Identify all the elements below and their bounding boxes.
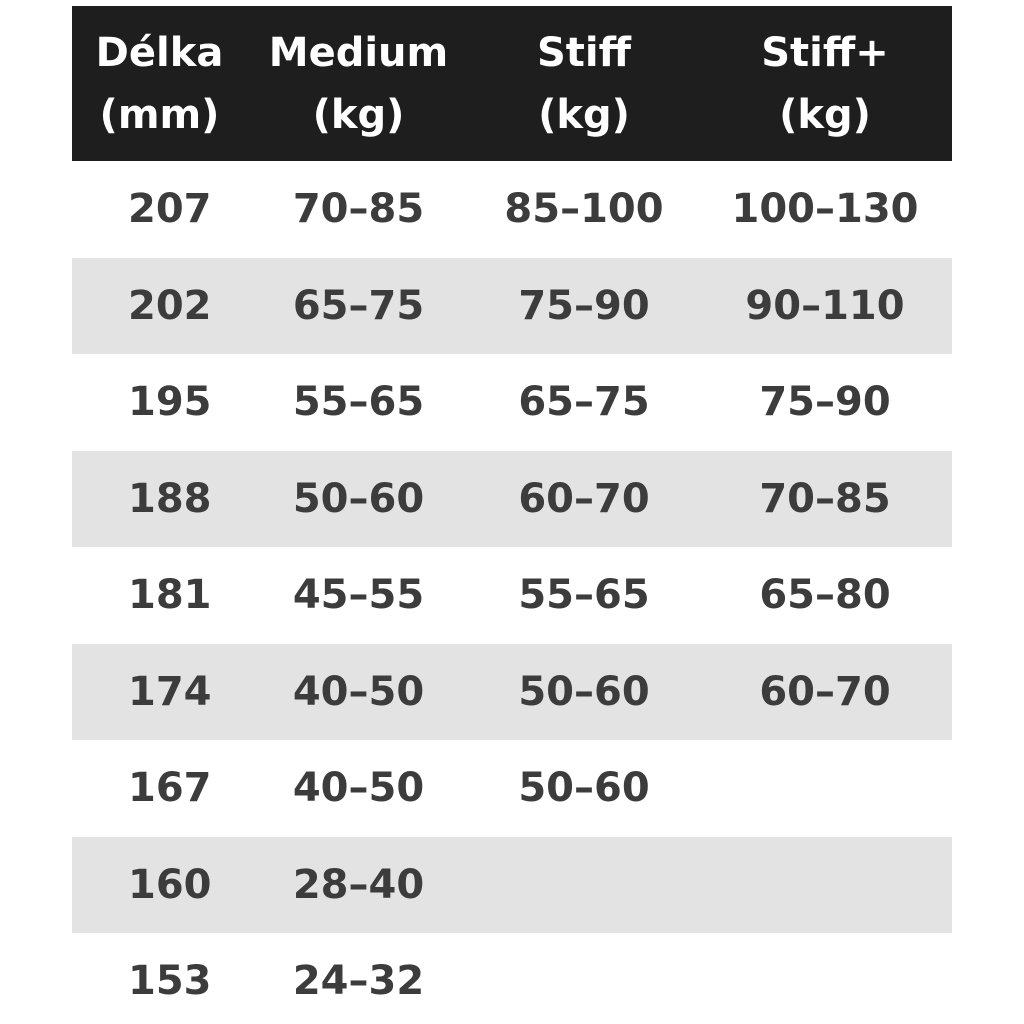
cell-stiff: 65–75 [518,379,650,426]
cell-length: 207 [128,186,212,233]
cell-stiff: 60–70 [518,475,650,522]
cell-stiff-plus: 100–130 [731,186,919,233]
cell-stiff: 85–100 [504,186,664,233]
header-stiff-plus-label: Stiff+ [761,29,889,76]
table-row [72,644,952,741]
cell-length: 174 [128,668,212,715]
cell-stiff: 75–90 [518,282,650,329]
cell-stiff: 50–60 [518,668,650,715]
table-row [72,161,952,258]
cell-stiff [470,933,698,1024]
cell-medium: 55–65 [292,379,425,426]
cell-stiff-plus: 90–110 [745,282,905,329]
header-stiff-unit: (kg) [538,91,630,138]
cell-length: 181 [128,572,212,619]
header-medium [247,6,470,161]
header-stiff-plus-unit: (kg) [779,91,871,138]
table-row [72,258,952,355]
header-medium-label: Medium [268,29,449,76]
cell-length: 153 [128,958,212,1005]
cell-medium: 24–32 [292,958,425,1005]
cell-length: 202 [128,282,212,329]
header-row [72,6,952,161]
size-table [72,6,952,1024]
table-row [72,354,952,451]
cell-stiff [470,837,698,934]
cell-stiff-plus [698,837,952,934]
table-body [72,161,952,1024]
cell-medium: 40–50 [292,765,425,812]
header-stiff-label: Stiff [536,29,632,76]
header-length-unit: (mm) [99,91,220,138]
cell-length: 188 [128,475,212,522]
cell-medium: 45–55 [292,572,425,619]
cell-stiff-plus: 75–90 [759,379,891,426]
cell-stiff-plus [698,933,952,1024]
cell-stiff: 50–60 [518,765,650,812]
cell-length: 195 [128,379,212,426]
cell-stiff-plus: 60–70 [759,668,891,715]
table-row [72,837,952,934]
table-row [72,740,952,837]
cell-medium: 65–75 [292,282,425,329]
header-stiff-plus [698,6,952,161]
header-medium-unit: (kg) [312,91,405,138]
cell-length: 167 [128,765,212,812]
table-row [72,933,952,1024]
cell-length: 160 [128,861,212,908]
header-length-label: Délka [95,29,224,76]
cell-stiff-plus [698,740,952,837]
cell-medium: 70–85 [292,186,425,233]
table-row [72,547,952,644]
cell-medium: 50–60 [292,475,425,522]
header-stiff [470,6,698,161]
cell-medium: 40–50 [292,668,425,715]
cell-stiff-plus: 65–80 [759,572,891,619]
table-header [72,6,952,161]
header-length [72,6,247,161]
cell-stiff-plus: 70–85 [759,475,891,522]
cell-medium: 28–40 [292,861,425,908]
cell-stiff: 55–65 [518,572,650,619]
table-row [72,451,952,548]
